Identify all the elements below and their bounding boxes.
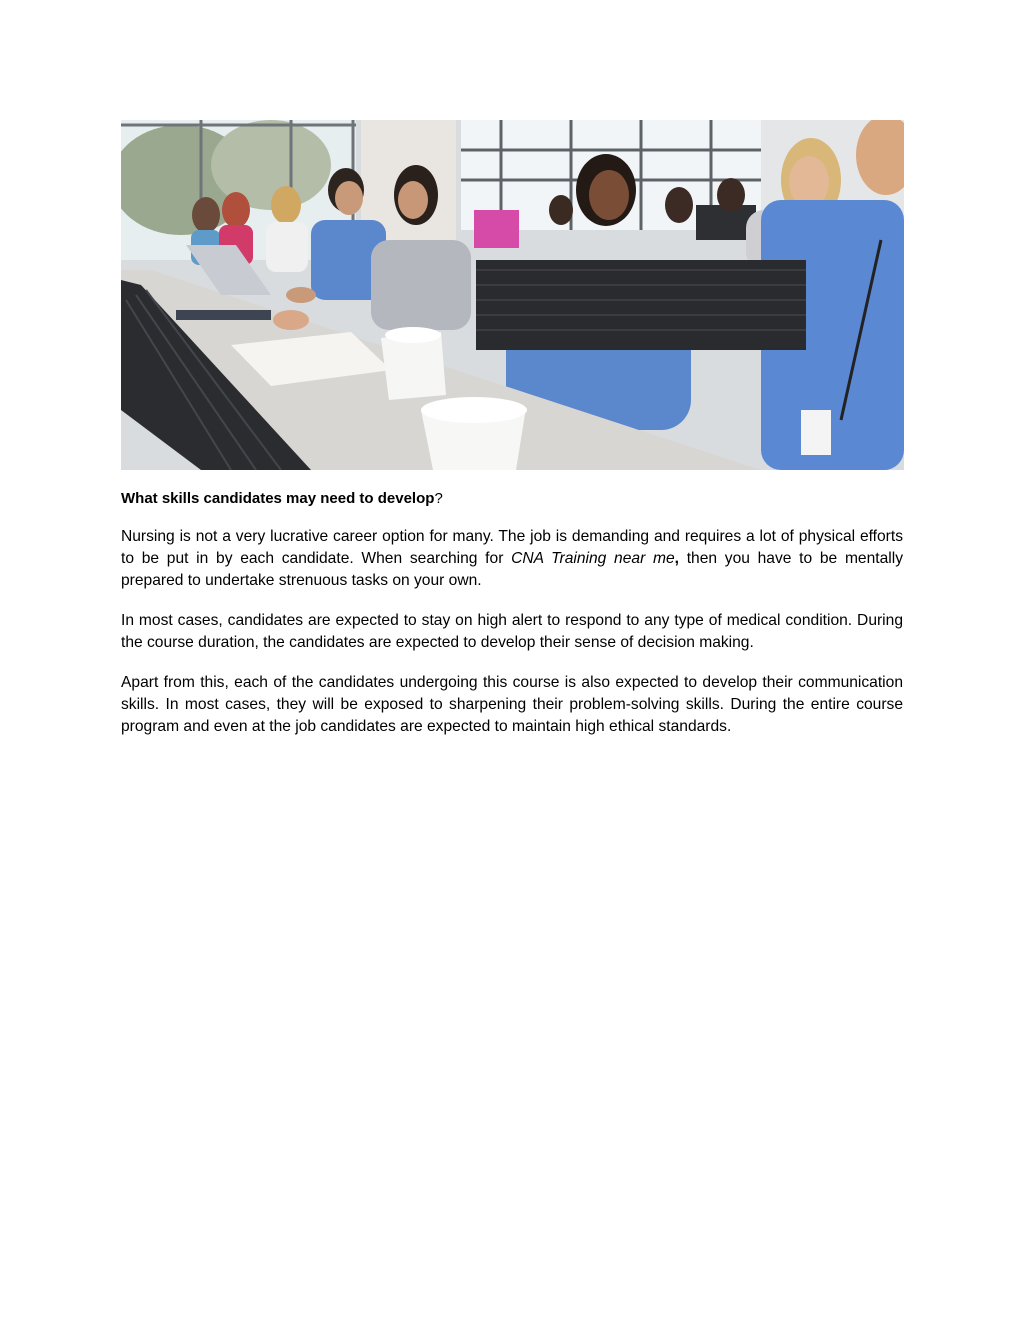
paragraph-1-bold-comma: , [674, 550, 679, 567]
paragraph-1 [121, 526, 903, 592]
paragraph-1-after: then you have to be mentally prepared to undertake strenuous tasks on your own. [121, 550, 904, 589]
cna-training-keyword: CNA Training near me [511, 550, 675, 567]
paragraph-1-before: Nursing is not a very lucrative career option for many. The job is demanding and requires a lot of physical efforts to be put in by each candidate. When searching for [121, 528, 903, 567]
section-heading-bold: What skills candidates may need to develop [121, 490, 435, 507]
document-page [121, 120, 903, 738]
section-heading-suffix: ? [434, 490, 443, 507]
paragraph-3: Apart from this, each of the candidates undergoing this course is also expected to develop their communication skills. In most cases, they will be exposed to sharpening their problem-solving skills. During the entire course program and even at the job candidates are expected to maintain high ethical standards. [121, 674, 903, 735]
classroom-photo [121, 120, 904, 470]
classroom-students-photo-icon [121, 120, 904, 470]
section-heading [121, 490, 903, 508]
paragraph-2: In most cases, candidates are expected to stay on high alert to respond to any type of medical condition. During the course duration, the candidates are expected to develop their sense of decision making. [121, 612, 903, 651]
